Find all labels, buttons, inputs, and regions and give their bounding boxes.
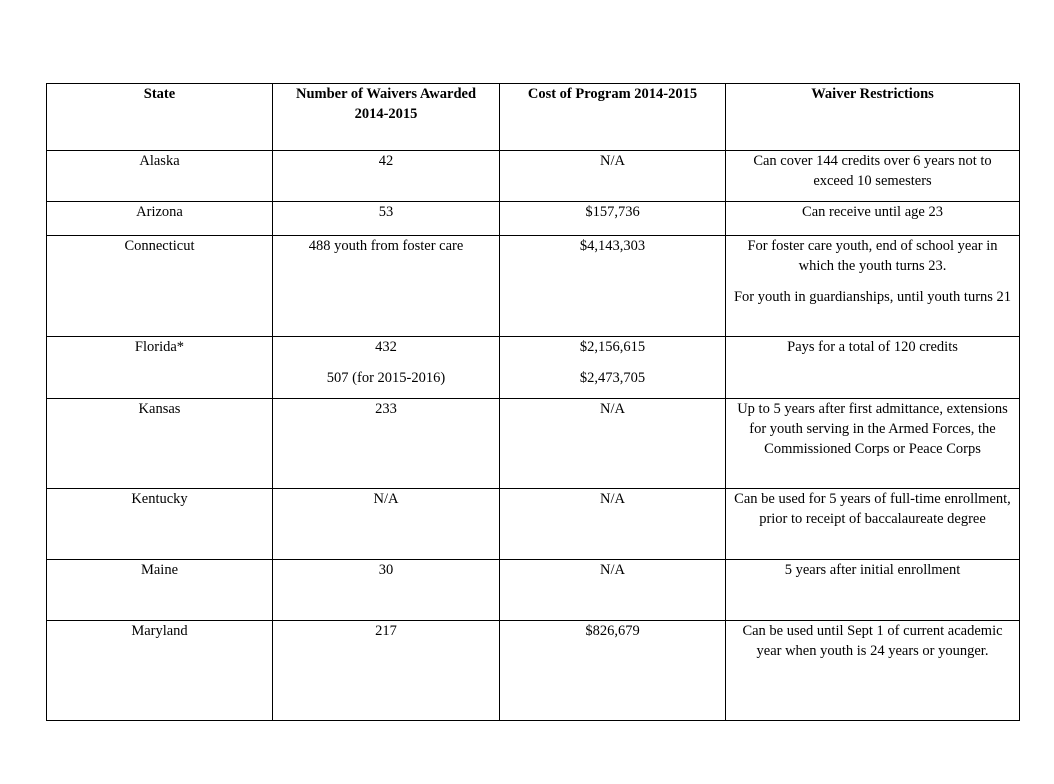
cell-cost bbox=[500, 399, 726, 489]
table-header-row bbox=[47, 84, 1020, 151]
cell-text: N/A bbox=[600, 491, 625, 507]
waiver-table bbox=[46, 83, 1020, 721]
table-row bbox=[47, 151, 1020, 202]
cell-text: 432 bbox=[375, 339, 397, 355]
cell-text: N/A bbox=[600, 562, 625, 578]
cell-waivers bbox=[273, 560, 500, 621]
header-waivers: Number of Waivers Awarded 2014-2015 bbox=[273, 84, 500, 151]
cell-state bbox=[47, 202, 273, 236]
table-row bbox=[47, 236, 1020, 337]
cell-cost bbox=[500, 236, 726, 337]
cell-cost bbox=[500, 337, 726, 399]
cell-text: Maryland bbox=[131, 623, 188, 639]
cell-text: For foster care youth, end of school year in which the youth turns 23. bbox=[747, 238, 998, 274]
cell-text: 53 bbox=[378, 204, 394, 220]
table-row bbox=[47, 560, 1020, 621]
cell-waivers bbox=[273, 202, 500, 236]
cell-text: 5 years after initial enrollment bbox=[784, 562, 961, 578]
cell-waivers bbox=[273, 489, 500, 560]
cell-waivers bbox=[273, 399, 500, 489]
cell-text: Florida* bbox=[134, 339, 185, 355]
cell-cost bbox=[500, 489, 726, 560]
cell-restrictions bbox=[726, 151, 1020, 202]
cell-restrictions bbox=[726, 489, 1020, 560]
cell-text: $2,473,705 bbox=[579, 370, 646, 386]
cell-restrictions bbox=[726, 621, 1020, 721]
cell-waivers bbox=[273, 621, 500, 721]
cell-text: Can be used for 5 years of full-time enrollment, prior to receipt of baccalaureate degree bbox=[734, 491, 1011, 527]
cell-restrictions bbox=[726, 560, 1020, 621]
cell-text: 507 (for 2015-2016) bbox=[326, 370, 446, 386]
cell-text: Up to 5 years after first admittance, extensions for youth serving in the Armed Forces, the Commissioned Corps or Peace Corps bbox=[737, 401, 1008, 457]
table-body bbox=[47, 151, 1020, 721]
cell-cost bbox=[500, 560, 726, 621]
header-restrictions: Waiver Restrictions bbox=[726, 84, 1020, 151]
cell-text: Pays for a total of 120 credits bbox=[787, 339, 958, 355]
table-row bbox=[47, 337, 1020, 399]
cell-cost bbox=[500, 151, 726, 202]
cell-text: Arizona bbox=[136, 204, 183, 220]
cell-waivers bbox=[273, 236, 500, 337]
header-state: State bbox=[47, 84, 273, 151]
cell-text: Can be used until Sept 1 of current academic year when youth is 24 years or younger. bbox=[742, 623, 1003, 659]
cell-text: $2,156,615 bbox=[579, 339, 646, 355]
cell-text: N/A bbox=[600, 401, 625, 417]
cell-text: N/A bbox=[600, 153, 625, 169]
cell-waivers bbox=[273, 337, 500, 399]
cell-text: Kansas bbox=[138, 401, 181, 417]
table-row bbox=[47, 621, 1020, 721]
table-row bbox=[47, 399, 1020, 489]
cell-state bbox=[47, 399, 273, 489]
table-row bbox=[47, 489, 1020, 560]
cell-state bbox=[47, 560, 273, 621]
cell-text: Alaska bbox=[139, 153, 180, 169]
cell-waivers bbox=[273, 151, 500, 202]
cell-text: Maine bbox=[140, 562, 179, 578]
cell-state bbox=[47, 151, 273, 202]
cell-text: 488 youth from foster care bbox=[308, 238, 464, 254]
cell-text: $4,143,303 bbox=[579, 238, 646, 254]
cell-restrictions bbox=[726, 236, 1020, 337]
cell-text: Can receive until age 23 bbox=[802, 204, 943, 220]
cell-text: 233 bbox=[375, 401, 397, 417]
cell-text: $157,736 bbox=[585, 204, 640, 220]
cell-state bbox=[47, 489, 273, 560]
table-row bbox=[47, 202, 1020, 236]
cell-text: 30 bbox=[378, 562, 394, 578]
cell-state bbox=[47, 621, 273, 721]
cell-cost bbox=[500, 202, 726, 236]
cell-state bbox=[47, 337, 273, 399]
cell-restrictions bbox=[726, 337, 1020, 399]
cell-restrictions bbox=[726, 202, 1020, 236]
cell-text: 42 bbox=[378, 153, 394, 169]
cell-text: For youth in guardianships, until youth turns 21 bbox=[733, 289, 1012, 305]
cell-text: $826,679 bbox=[585, 623, 640, 639]
cell-text: N/A bbox=[373, 491, 399, 507]
cell-text: 217 bbox=[375, 623, 397, 639]
cell-text: Kentucky bbox=[131, 491, 188, 507]
cell-state bbox=[47, 236, 273, 337]
cell-restrictions bbox=[726, 399, 1020, 489]
header-cost: Cost of Program 2014-2015 bbox=[500, 84, 726, 151]
cell-text: Can cover 144 credits over 6 years not to exceed 10 semesters bbox=[753, 153, 992, 189]
cell-cost bbox=[500, 621, 726, 721]
cell-text: Connecticut bbox=[124, 238, 195, 254]
